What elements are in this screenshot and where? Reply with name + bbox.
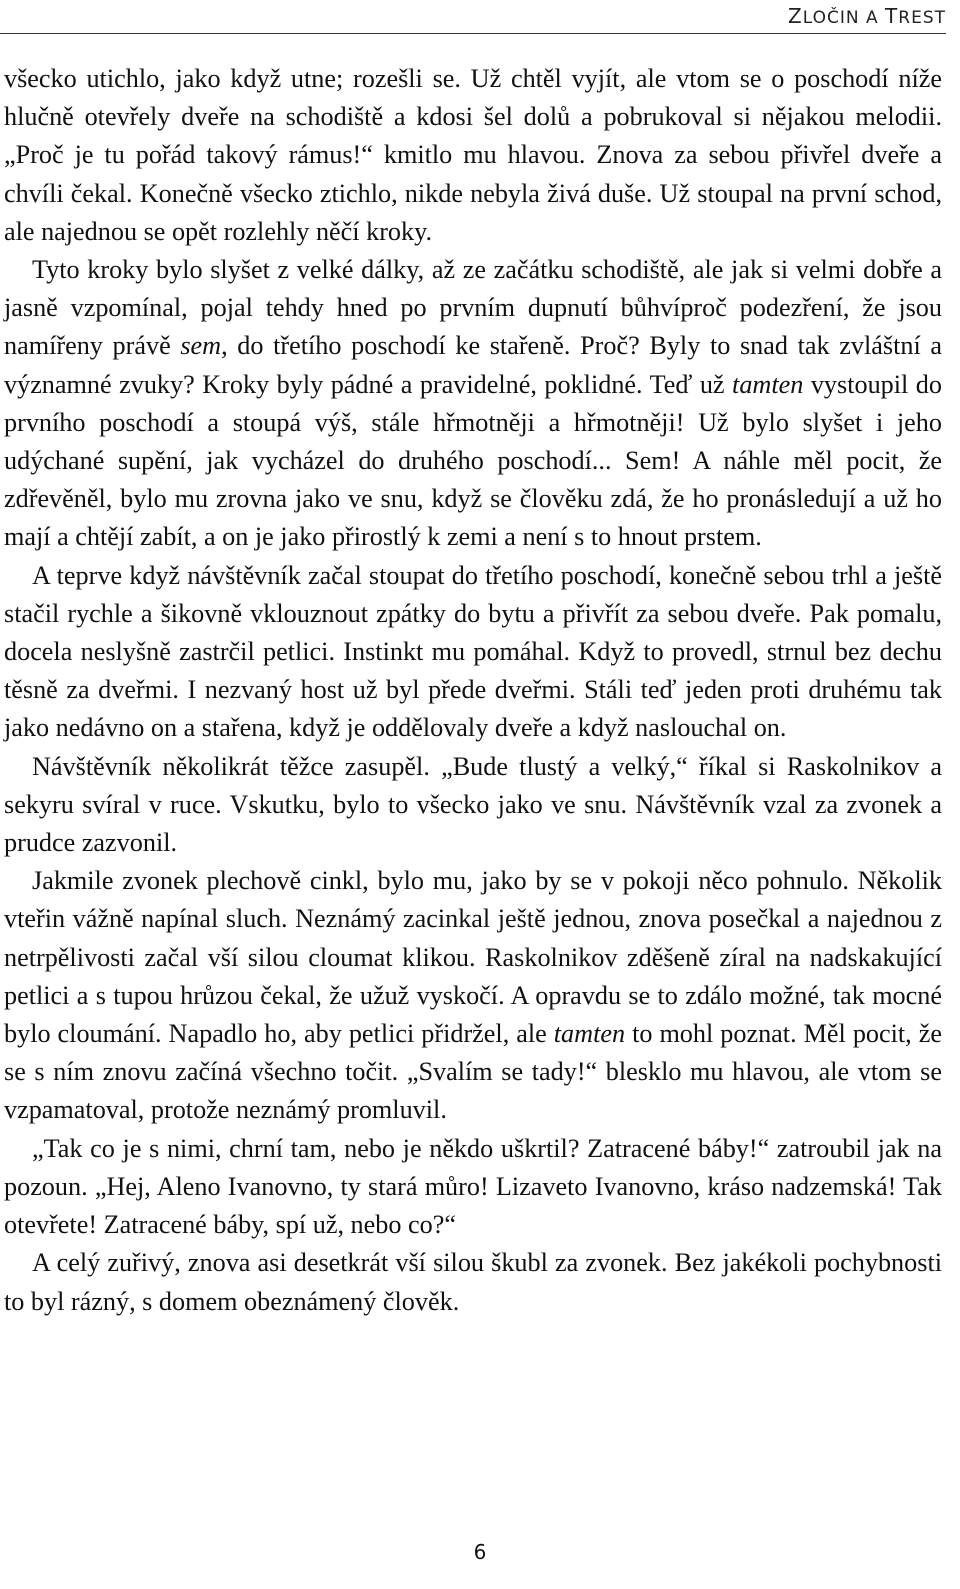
running-header bbox=[788, 4, 946, 28]
header-rest-2: REST bbox=[898, 8, 946, 28]
paragraph-2: Tyto kroky bylo slyšet z velké dálky, až ze začátku schodiště, ale jak si velmi dobře a jasně vzpomínal, pojal tehdy hned po prvním dupnutí bůhvíproč podezření, že jsou namířeny právě sem, do třetího poschodí ke stařeně. Proč? Byly to snad tak zvláštní a významné zvuky? Kroky byly pádné a pravidelné, poklidné. Teď už tamten vystoupil do prvního poschodí a stoupá výš, stále hřmotněji a hřmotněji! Už bylo slyšet i jeho udýchané supění, jak vycházel do druhého poschodí... Sem! A náhle měl pocit, že zdřevěněl, bylo mu zrovna jako ve snu, když se člověku zdá, že ho pronásledují a už ho mají a chtějí zabít, a on je jako přirostlý k zemi a není s to hnout prstem. bbox=[4, 255, 942, 552]
paragraph-3: A teprve když návštěvník začal stoupat do třetího poschodí, konečně sebou trhl a ještě stačil rychle a šikovně vklouznout zpátky do bytu a přivřít za sebou dveře. Pak pomalu, docela neslyšně zastrčil petlici. Instinkt mu pomáhal. Když to provedl, strnul bez dechu těsně za dveřmi. I nezvaný host už byl přede dveřmi. Stáli teď jeden proti druhému tak jako nedávno on a stařena, když je oddělovaly dveře a když naslouchal on. bbox=[4, 560, 942, 743]
paragraph-4: Návštěvník několikrát těžce zasupěl. „Bude tlustý a velký,“ říkal si Raskolnikov a sekyru svíral v ruce. Vskutku, bylo to všecko jako ve snu. Návštěvník vzal za zvonek a prudce zazvonil. bbox=[4, 751, 942, 858]
paragraph-1: všecko utichlo, jako když utne; rozešli se. Už chtěl vyjít, ale vtom se o poschodí níže hlučně otevřely dveře na schodiště a kdosi šel dolů a pobrukoval si nějakou melodii. „Proč je tu pořád takový rámus!“ kmitlo mu hlavou. Znova za sebou přivřel dveře a chvíli čekal. Konečně všecko ztichlo, nikde nebyla živá duše. Už stoupal na první schod, ale najednou se opět rozlehly něčí kroky. bbox=[4, 64, 942, 246]
paragraph-7: A celý zuřivý, znova asi desetkrát vší silou škubl za zvonek. Bez jakékoli pochybnosti to byl rázný, s domem obeznámený člověk. bbox=[4, 1248, 942, 1316]
header-rest-1: LOČIN A bbox=[802, 8, 886, 28]
header-cap-1: Z bbox=[788, 4, 803, 28]
paragraph-5: Jakmile zvonek plechově cinkl, bylo mu, jako by se v pokoji něco pohnulo. Několik vteřin vážně napínal sluch. Neznámý zacinkal ještě jednou, znova posečkal a najednou z netrpělivosti začal vší silou cloumat klikou. Raskolnikov zděšeně zíral na nadskakující petlici a s tupou hrůzou čekal, že užuž vyskočí. A opravdu se to zdálo možné, tak mocné bylo cloumání. Napadlo ho, aby petlici přidržel, ale tamten to mohl poznat. Měl pocit, že se s ním znovu začíná všechno točit. „Svalím se tady!“ blesklo mu hlavou, ale vtom se vzpamatoval, protože neznámý promluvil. bbox=[4, 866, 942, 1125]
page-number: 6 bbox=[473, 1540, 487, 1564]
header-cap-2: T bbox=[885, 4, 899, 28]
header-rule bbox=[0, 33, 946, 34]
body-text bbox=[4, 60, 942, 1321]
paragraph-6: „Tak co je s nimi, chrní tam, nebo je někdo uškrtil? Zatracené báby!“ zatroubil jak na pozoun. „Hej, Aleno Ivanovno, ty stará můro! Lizaveto Ivanovno, kráso nadzemská! Tak otevřete! Zatracené báby, spí už, nebo co?“ bbox=[4, 1133, 942, 1240]
